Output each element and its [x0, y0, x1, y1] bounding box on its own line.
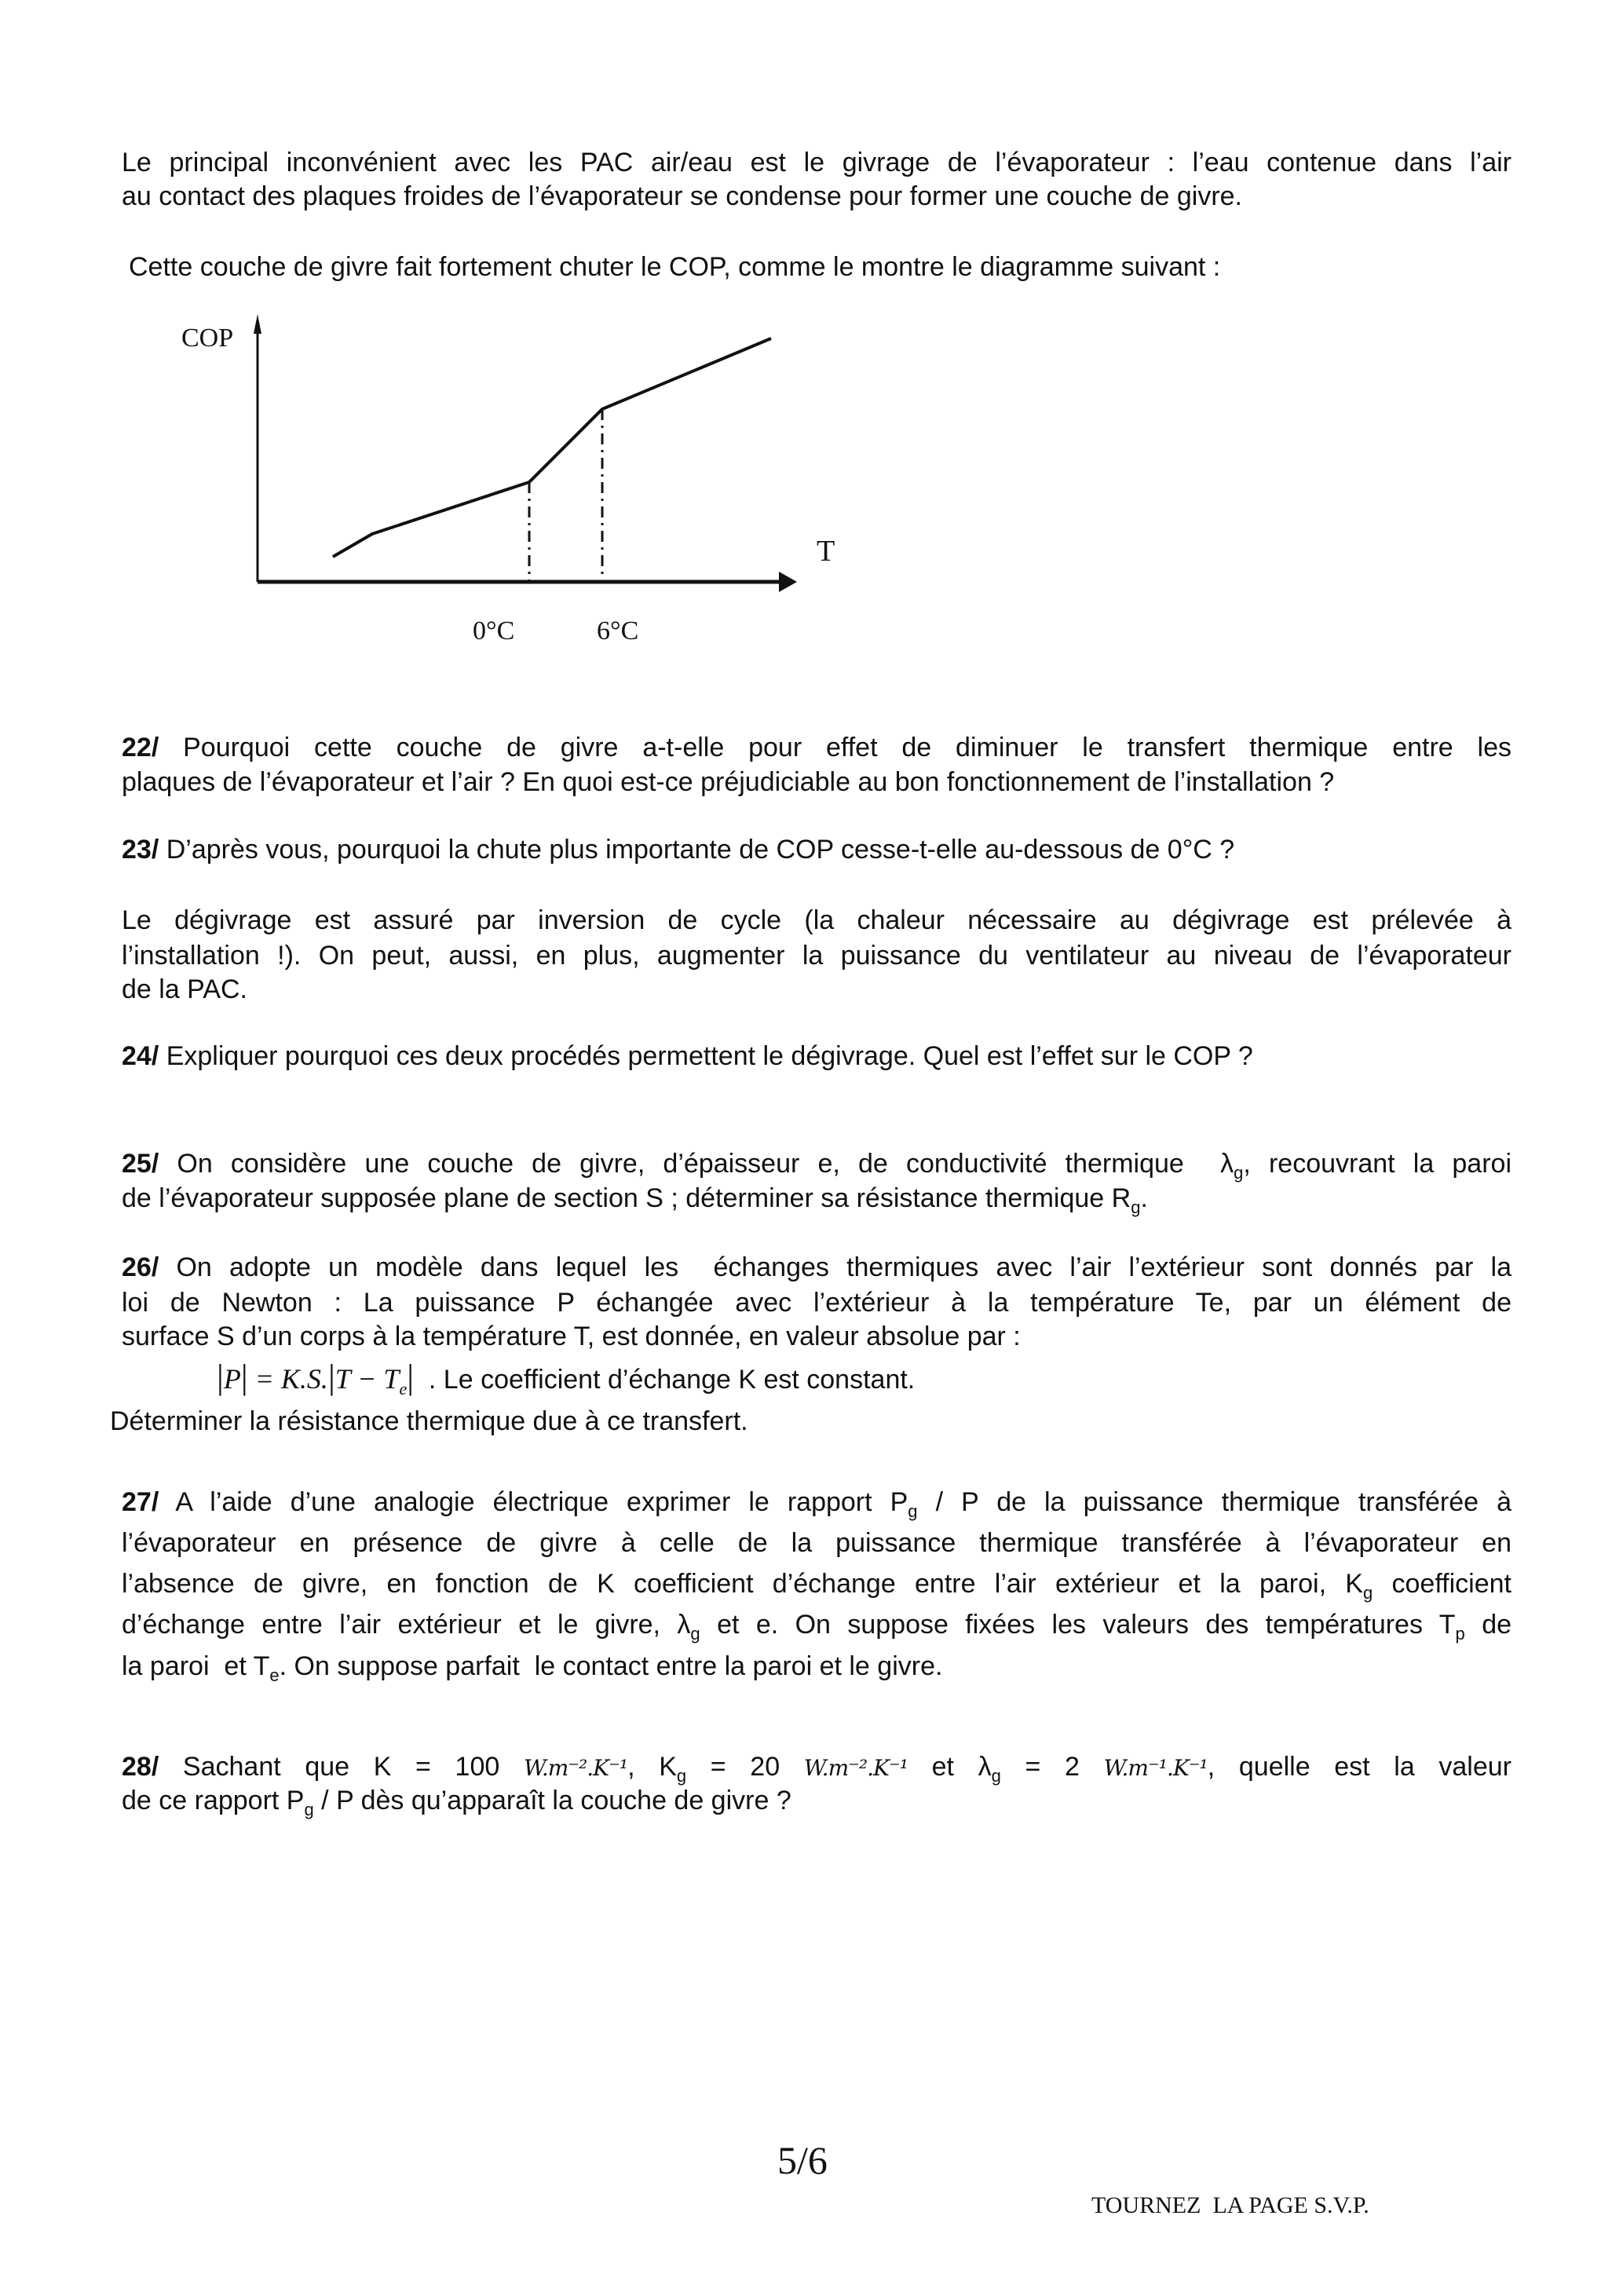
- text-run: |: [217, 1358, 224, 1396]
- question-26: [110, 1404, 1500, 1439]
- text-run: Le dégivrage est assuré par inversion de cycle (la chaleur nécessaire au dégivrage est prélevée à: [122, 905, 1512, 935]
- question-25: [122, 1146, 1512, 1181]
- question-27: [122, 1567, 1512, 1601]
- subscript: g: [676, 1766, 687, 1786]
- text-run: Pourquoi cette couche de givre a-t-elle pour effet de diminuer le transfert thermique entre les: [159, 733, 1512, 762]
- question-number: 26/: [122, 1252, 159, 1282]
- defrost-paragraph: [122, 972, 1512, 1007]
- text-run: de la PAC.: [122, 974, 248, 1004]
- question-23: [122, 832, 1512, 867]
- question-number: 23/: [122, 835, 159, 865]
- question-number: 27/: [122, 1487, 159, 1517]
- text-run: , recouvrant la paroi: [1243, 1149, 1512, 1179]
- question-25: [122, 1181, 1512, 1216]
- text-run: l’installation !). On peut, aussi, en plus, augmenter la puissance du ventilateur au niveau de l’évaporateur: [122, 941, 1512, 971]
- question-26: [122, 1250, 1512, 1285]
- question-22: [122, 730, 1512, 765]
- text-run: Expliquer pourquoi ces deux procédés permettent le dégivrage. Quel est l’effet sur le COP ?: [159, 1041, 1253, 1071]
- text-run: Déterminer la résistance thermique due à ce transfert.: [110, 1406, 748, 1436]
- text-run: W.m⁻².K⁻¹: [523, 1755, 628, 1781]
- text-run: l’absence de givre, en fonction de K coefficient d’échange entre l’air extérieur et la paroi, K: [122, 1569, 1363, 1599]
- text-run: .: [1140, 1183, 1148, 1213]
- text-run: l’évaporateur en présence de givre à celle de la puissance thermique transférée à l’évaporateur en: [122, 1528, 1512, 1558]
- text-run: , quelle est la valeur: [1207, 1752, 1512, 1782]
- question-27: [122, 1607, 1512, 1642]
- text-run: la paroi et T: [122, 1651, 270, 1681]
- y-axis-arrow-icon: [254, 314, 261, 334]
- text-run: et e. On suppose fixées les valeurs des températures T: [700, 1610, 1456, 1640]
- question-27: [122, 1485, 1512, 1519]
- text-run: d’échange entre l’air extérieur et le givre, λ: [122, 1610, 691, 1640]
- tick-label-6c: 6°C: [597, 616, 639, 645]
- question-28: [122, 1749, 1512, 1784]
- question-number: 25/: [122, 1149, 159, 1179]
- text-run: . Le coefficient d’échange K est constant.: [414, 1365, 916, 1395]
- question-28: [122, 1783, 1512, 1818]
- subscript: g: [1131, 1197, 1141, 1217]
- y-axis-label: COP: [181, 324, 234, 353]
- page-number: 5/6: [777, 2138, 828, 2182]
- text-run: = K.S.: [247, 1363, 328, 1395]
- subscript: e: [269, 1665, 280, 1685]
- question-22: [122, 765, 1512, 799]
- question-27: [122, 1526, 1512, 1560]
- text-run: Le principal inconvénient avec les PAC air/eau est le givrage de l’évaporateur : l’eau contenue dans l’air: [122, 148, 1512, 177]
- text-run: A l’aide d’une analogie électrique exprimer le rapport P: [159, 1487, 908, 1517]
- subscript: g: [304, 1800, 314, 1819]
- turn-page-note: TOURNEZ LA PAGE S.V.P.: [1091, 2192, 1369, 2218]
- text-run: de ce rapport P: [122, 1786, 305, 1815]
- text-run: W.m⁻².K⁻¹: [803, 1755, 908, 1781]
- text-run: P: [223, 1363, 241, 1395]
- text-run: = 2: [1000, 1752, 1104, 1782]
- subscript: g: [908, 1501, 918, 1521]
- text-run: plaques de l’évaporateur et l’air ? En quoi est-ce préjudiciable au bon fonctionnement de l’installation ?: [122, 767, 1335, 797]
- text-run: de: [1464, 1610, 1512, 1640]
- text-run: On adopte un modèle dans lequel les échanges thermiques avec l’air l’extérieur sont donnés par la: [159, 1252, 1512, 1282]
- question-26: [122, 1285, 1512, 1320]
- defrost-paragraph: [122, 938, 1512, 973]
- x-axis-arrow-icon: [779, 572, 797, 592]
- text-run: coefficient: [1373, 1569, 1512, 1599]
- text-run: D’après vous, pourquoi la chute plus importante de COP cesse-t-elle au-dessous de 0°C ?: [159, 835, 1235, 865]
- subscript: e: [399, 1379, 408, 1398]
- subscript: g: [1234, 1163, 1244, 1183]
- text-run: T − T: [334, 1363, 400, 1395]
- question-number: 28/: [122, 1752, 159, 1782]
- question-number: 24/: [122, 1041, 159, 1071]
- text-run: . On suppose parfait le contact entre la paroi et le givre.: [279, 1651, 943, 1681]
- text-run: |: [327, 1358, 335, 1396]
- defrost-paragraph: [122, 903, 1512, 938]
- text-run: On considère une couche de givre, d’épaisseur e, de conductivité thermique λ: [159, 1149, 1234, 1179]
- text-run: et λ: [907, 1752, 992, 1782]
- subscript: g: [991, 1766, 1001, 1786]
- question-26: [122, 1319, 1512, 1354]
- text-run: de l’évaporateur supposée plane de section S ; déterminer sa résistance thermique R: [122, 1183, 1131, 1213]
- text-run: Sachant que K = 100: [159, 1752, 524, 1782]
- text-run: / P de la puissance thermique transférée à: [917, 1487, 1512, 1517]
- question-24: [122, 1039, 1512, 1073]
- cop-curve: [333, 338, 771, 557]
- text-run: Cette couche de givre fait fortement chuter le COP, comme le montre le diagramme suivant :: [129, 252, 1221, 282]
- text-run: loi de Newton : La puissance P échangée avec l’extérieur à la température Te, par un élément de: [122, 1288, 1512, 1318]
- text-run: , K: [627, 1752, 677, 1782]
- text-run: W.m⁻¹.K⁻¹: [1103, 1755, 1208, 1781]
- text-run: au contact des plaques froides de l’évaporateur se condense pour former une couche de givre.: [122, 181, 1243, 211]
- text-run: = 20: [686, 1752, 804, 1782]
- subscript: p: [1455, 1624, 1465, 1643]
- text-run: |: [240, 1358, 248, 1396]
- text-run: surface S d’un corps à la température T, est donnée, en valeur absolue par :: [122, 1322, 1021, 1351]
- cop-diagram: [0, 0, 1623, 707]
- subscript: g: [690, 1624, 700, 1643]
- text-run: / P dès qu’apparaît la couche de givre ?: [313, 1786, 791, 1815]
- question-number: 22/: [122, 733, 159, 762]
- subscript: g: [1362, 1583, 1373, 1603]
- tick-label-0c: 0°C: [473, 616, 515, 645]
- text-run: |: [407, 1358, 415, 1396]
- newton-formula: [217, 1358, 1607, 1398]
- question-27: [122, 1649, 1512, 1684]
- x-axis-label: T: [817, 535, 835, 568]
